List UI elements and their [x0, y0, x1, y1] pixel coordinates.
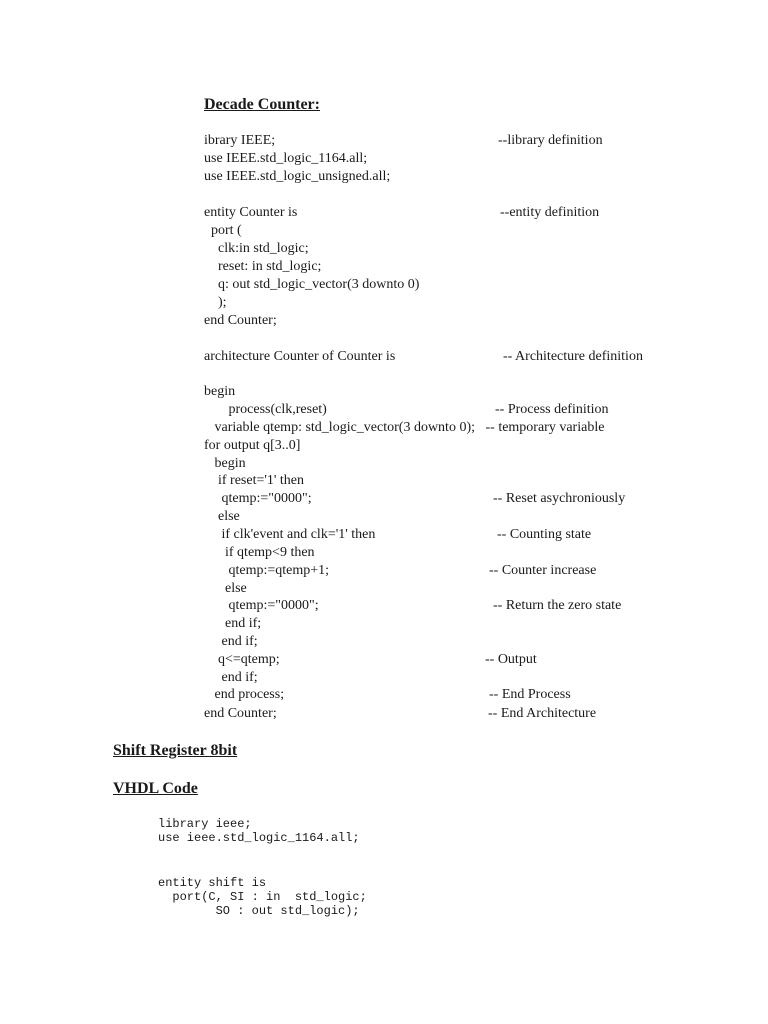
code-line: if qtemp<9 then	[204, 545, 315, 560]
code-line: ibrary IEEE;	[204, 133, 276, 148]
code-comment: --entity definition	[500, 205, 600, 220]
code-line: qtemp:="0000";	[204, 598, 319, 613]
code-line: clk:in std_logic;	[204, 241, 309, 256]
code-comment: -- Counter increase	[489, 563, 597, 578]
code-line: begin	[204, 384, 236, 399]
code-line: use ieee.std_logic_1164.all;	[158, 831, 360, 845]
code-line: port(C, SI : in std_logic;	[158, 890, 367, 904]
code-comment: -- Return the zero state	[493, 598, 622, 613]
code-line: if reset='1' then	[204, 473, 305, 488]
code-line: end Counter;	[204, 706, 277, 721]
vhdl-code-heading: VHDL Code	[113, 780, 198, 797]
decade-counter-heading: Decade Counter:	[204, 96, 320, 113]
code-line: entity shift is	[158, 876, 267, 890]
code-line: );	[204, 295, 227, 310]
code-line: for output q[3..0]	[204, 438, 301, 453]
code-line: if clk'event and clk='1' then	[204, 527, 376, 542]
code-line: else	[204, 581, 247, 596]
code-line: process(clk,reset)	[204, 402, 327, 417]
code-line: qtemp:=qtemp+1;	[204, 563, 330, 578]
code-line: SO : out std_logic);	[158, 904, 360, 918]
code-line: architecture Counter of Counter is	[204, 349, 396, 364]
code-line: end if;	[204, 670, 258, 685]
shift-register-heading: Shift Register 8bit	[113, 742, 238, 759]
code-line: else	[204, 509, 240, 524]
code-line: qtemp:="0000";	[204, 491, 312, 506]
code-comment: -- Counting state	[497, 527, 592, 542]
code-line: port (	[204, 223, 242, 238]
code-line: variable qtemp: std_logic_vector(3 downto 0); -- temporary variable	[204, 420, 605, 435]
code-comment: --library definition	[498, 133, 603, 148]
code-line: end if;	[204, 634, 258, 649]
code-line: q<=qtemp;	[204, 652, 280, 667]
code-line: use IEEE.std_logic_unsigned.all;	[204, 169, 391, 184]
code-line: use IEEE.std_logic_1164.all;	[204, 151, 368, 166]
code-comment: -- End Process	[489, 687, 571, 702]
code-comment: -- Reset asychroniously	[493, 491, 626, 506]
code-line: entity Counter is	[204, 205, 298, 220]
code-line: end process;	[204, 687, 285, 702]
code-line: end if;	[204, 616, 262, 631]
code-line: begin	[204, 456, 246, 471]
code-line: end Counter;	[204, 313, 277, 328]
code-comment: -- Architecture definition	[503, 349, 643, 364]
code-comment: -- Output	[485, 652, 537, 667]
code-comment: -- Process definition	[495, 402, 609, 417]
code-line: reset: in std_logic;	[204, 259, 322, 274]
code-comment: -- End Architecture	[488, 706, 597, 721]
code-line: library ieee;	[158, 817, 252, 831]
code-line: q: out std_logic_vector(3 downto 0)	[204, 277, 420, 292]
